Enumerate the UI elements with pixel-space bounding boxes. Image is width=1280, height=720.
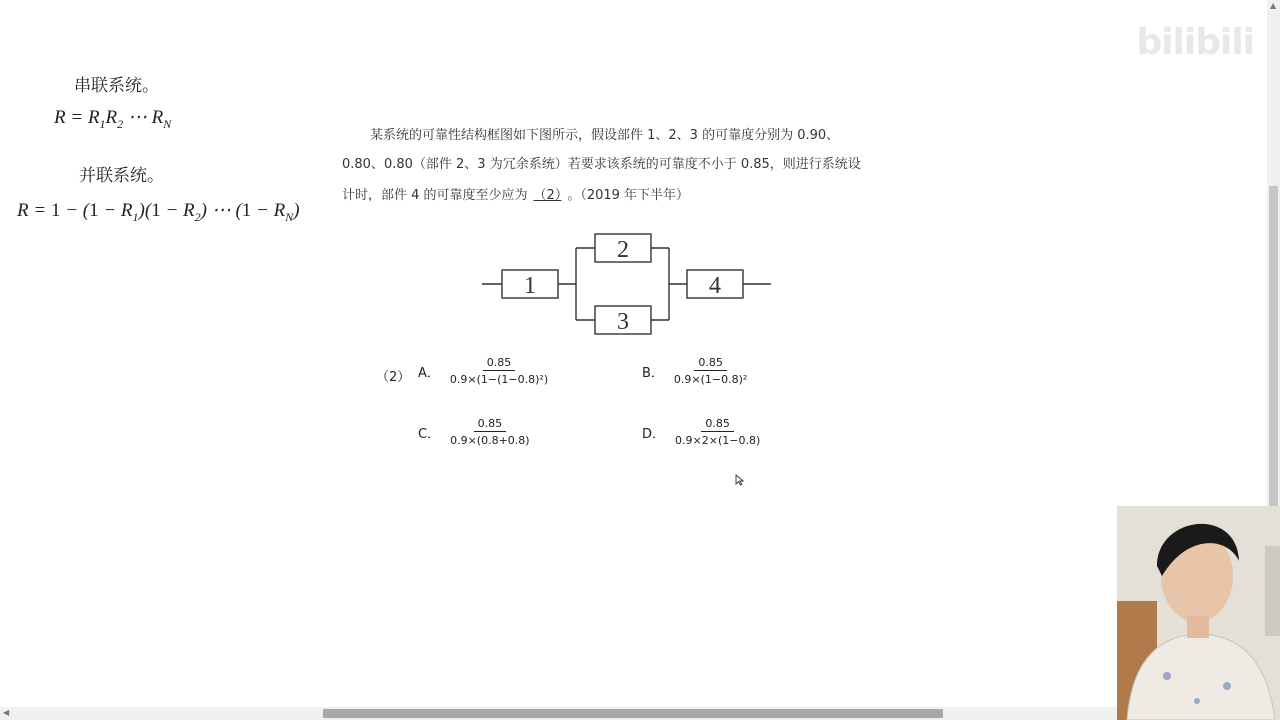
- bilibili-watermark: bilibili: [1136, 22, 1254, 63]
- option-d-fraction: [673, 417, 762, 447]
- option-c-label: C．: [418, 426, 441, 442]
- option-b-denominator: 0.9×(1−0.8)²: [673, 373, 748, 386]
- option-d: [642, 417, 762, 447]
- option-a-denominator: 0.9×(1−(1−0.8)²): [449, 373, 549, 386]
- block-4-label: 4: [709, 273, 721, 299]
- option-c-numerator: 0.85: [474, 417, 507, 432]
- parallel-system-heading: 并联系统。: [79, 166, 164, 186]
- option-b-numerator: 0.85: [694, 356, 727, 371]
- webcam-overlay: [1117, 506, 1280, 720]
- horizontal-scrollbar-thumb[interactable]: [323, 709, 943, 718]
- question-line-2: 0.80、0.80（部件 2、3 为冗余系统）若要求该系统的可靠度不小于 0.85，则进行系统设: [342, 157, 861, 172]
- mouse-cursor-icon: [735, 474, 745, 486]
- option-d-numerator: 0.85: [701, 417, 734, 432]
- option-c-denominator: 0.9×(0.8+0.8): [450, 434, 530, 447]
- option-d-label: D．: [642, 426, 666, 442]
- option-a-label: A．: [418, 365, 440, 381]
- answer-blank: （2）: [533, 188, 562, 203]
- question-line-1: 某系统的可靠性结构框图如下图所示，假设部件 1、2、3 的可靠度分别为 0.90、: [370, 128, 840, 143]
- reliability-block-diagram: [480, 228, 780, 340]
- question-line-3-prefix: 计时，部件 4 的可靠度至少应为: [342, 188, 528, 203]
- option-a-fraction: [448, 356, 550, 386]
- option-d-denominator: 0.9×2×(1−0.8): [675, 434, 761, 447]
- option-a: [418, 356, 550, 386]
- option-b-label: B．: [642, 365, 664, 381]
- scroll-up-arrow-icon[interactable]: ▲: [1270, 1, 1277, 10]
- question-line-3: [342, 181, 902, 210]
- option-b-fraction: [672, 356, 749, 386]
- vertical-scrollbar-thumb[interactable]: [1269, 186, 1278, 516]
- option-c: [418, 417, 532, 447]
- block-2-label: 2: [617, 237, 629, 263]
- block-1-label: 1: [524, 273, 536, 299]
- series-system-heading: 串联系统。: [74, 76, 159, 96]
- presenter-video-image: [1117, 506, 1280, 720]
- option-a-numerator: 0.85: [483, 356, 516, 371]
- option-c-fraction: [448, 417, 532, 447]
- series-formula: $R = R_1R_2$ ⋯ $R_N$: [54, 107, 172, 131]
- option-b: [642, 356, 749, 386]
- question-line-3-suffix: 。（2019 年下半年）: [567, 188, 690, 203]
- question-number: （2）: [376, 370, 411, 385]
- horizontal-scrollbar[interactable]: [0, 707, 1280, 720]
- scroll-left-arrow-icon[interactable]: ◀: [3, 708, 10, 717]
- parallel-formula: $R = 1 - (1 - R_1)(1 - R_2)$ ⋯ $(1 - R_N)$: [17, 200, 300, 224]
- block-3-label: 3: [617, 309, 629, 335]
